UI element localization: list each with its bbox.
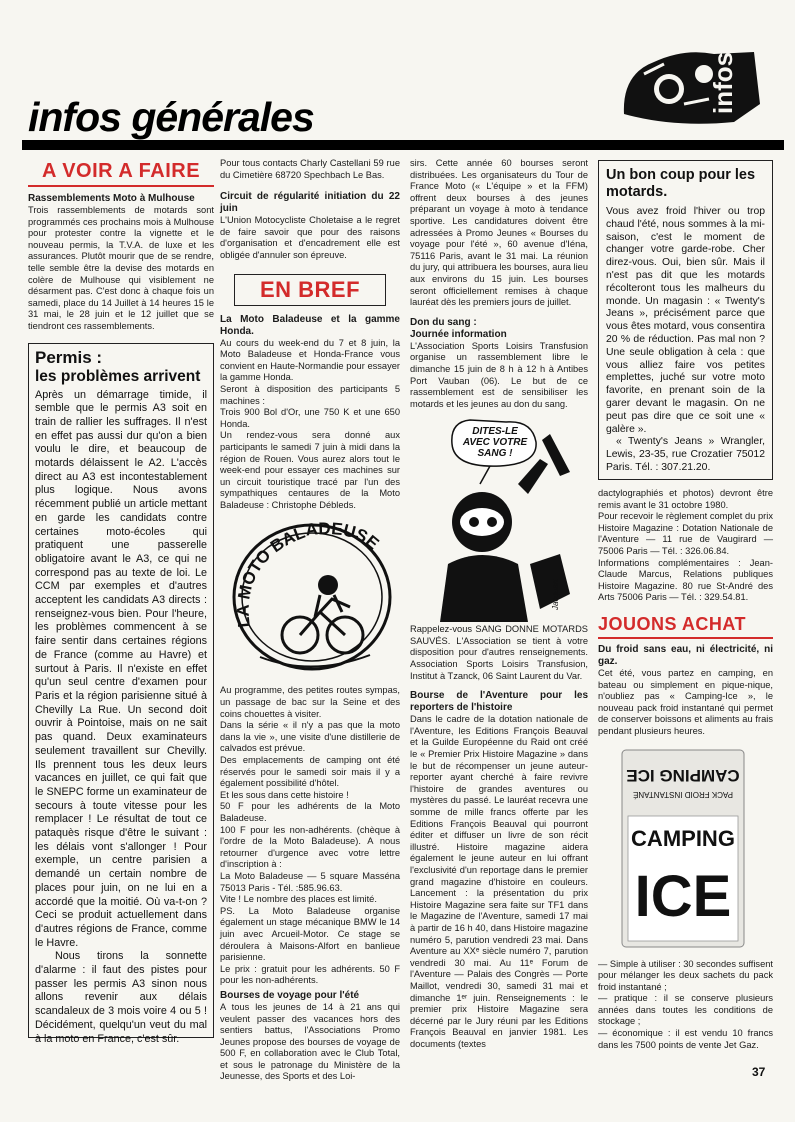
- permis-box: [28, 343, 214, 1045]
- contact-text: Pour tous contacts Charly Castellani 59 rue du Cimetière 68720 Spechbach Le Bas.: [220, 158, 400, 180]
- voyage-title: Bourses de voyage pour l'été: [220, 989, 360, 1001]
- histoire-continued-b: Pour recevoir le règlement complet du prix Histoire Magazine : Dotation Nationale de l'Aventure — 11 rue de Vaugirard — 75006 Paris — Tél. : 326.06.84.: [598, 511, 773, 556]
- don-du-sang-illustration: [410, 414, 588, 622]
- circuit-title: Circuit de régularité initiation du 22 juin: [220, 191, 400, 215]
- balade-body-b: Seront à disposition des participants 5 machines :: [220, 383, 400, 406]
- prog-e: 50 F pour les adhérents de la Moto Baladeuse.: [220, 801, 400, 823]
- balade-body-c: Trois 900 Bol d'Or, une 750 K et une 650 Honda.: [220, 407, 400, 429]
- permis-box-title: Permis :: [35, 347, 103, 367]
- voyage-body: A tous les jeunes de 14 à 21 ans qui veulent passer des vacances hors des sentiers battus, l'Associations Promo Jeunes propose des bourses de voyage de 500 F, en collaboration avec le Club Total, et sous le patronage du Ministère de la Jeunesse, des Sports et des Loi-: [220, 1001, 400, 1082]
- page-number: 37: [752, 1065, 766, 1079]
- twentys-box-title: Un bon coup pour les motards.: [606, 167, 756, 200]
- sang-after: Rappelez-vous SANG DONNE MOTARDS SAUVÉS. L'Association se tient à votre disposition pour d'autres renseignements. Association Sports Loisirs Transfusion, Institut à Tzanck, 06 Saint Laurent du Var.: [410, 624, 588, 681]
- twentys-jeans-box: [598, 160, 773, 480]
- page-title: infos générales: [28, 94, 314, 140]
- pack-word-1: CAMPING: [631, 825, 735, 851]
- permis-box-subtitle: les problèmes arrivent: [35, 367, 201, 385]
- histoire-continued: dactylographiés et photos) devront être remis avant le 31 octobre 1980.: [598, 488, 773, 510]
- prog-body: Au programme, des petites routes sympas, un passage de bac sur la Seine et des coins chouettes à visiter.: [220, 685, 400, 719]
- twentys-box-body: Vous avez froid l'hiver ou trop chaud l'été, nous sommes à la mi-saison, c'est le moment de changer votre garde-robe. Cher direz-vous. Oui, bien sûr. Mais il n'est pas dit que les motards récolteront tous les malheurs du monde. Un magasin : « Twenty's Jeans », précisément parce que vous êtes motard, vous consentira 20 % de réduction. Pas mal non ? Une seule obligation à cela : que vous alliez faire vos petites emplettes, juché sur votre moto favorite, en prenant soin de la garer devant le magasin. On ne peut pas dire que ce soit une « galère ».: [606, 206, 765, 435]
- infos-badge-illustration: [614, 44, 764, 128]
- column-2: [220, 158, 400, 1083]
- illus-signature: Jacquart: [551, 579, 560, 611]
- bubble-text: DITES-LE AVEC VOTRE SANG !: [462, 426, 528, 460]
- article-body-mulhouse: Trois rassemblements de motards sont programmés ces prochains mois à Mulhouse pour protester contre la vignette et le nouveau permis, la T.V.A. de luxe et les assurances. Plutôt mourir que de se rendre, telle semble être la devise des motards en colère de Mulhouse qui visiblement ne désarment pas. C'est donc à chaque fois un samedi, place du 14 Juillet à 14 heures 15 le 31 mai, le 28 juin et le 12 juillet que se tiendront ces rassemblements.: [28, 205, 214, 331]
- achat-bullet-1: — Simple à utiliser : 30 secondes suffisent pour mélanger les deux sachets du pack froid instantané ;: [598, 958, 774, 992]
- column-3: [410, 158, 588, 1050]
- achat-bullet-2: — pratique : il se conserve plusieurs années dans toutes les conditions de stockage ;: [598, 993, 773, 1027]
- prog-h: Vite ! Le nombre des places est limité.: [220, 894, 377, 905]
- histoire-body: Dans le cadre de la dotation nationale de l'Aventure, les Editions François Beauval et la Guilde Européenne du Raid ont créé le « Premier Prix Histoire Magazine » dans le but de récompenser un jeune auteur-reporter ayant cherché à faire revivre l'histoire de grandes aventures ou mystères du passé. Le lauréat recevra une somme de mille francs offerte par les Editions François Beauval qui pourront éditer et diffuser un livre de son récit illustré. Histoire magazine aidera également le jeune auteur en lui offrant l'exclusivité d'un reportage dans le premier grand magazine d'histoire en couleurs. Lancement : la présentation du prix Histoire Magazine sera faite sur TF1 dans le Magazine de l'Aventure, samedi 17 mai à partir de 16 h 40, dans Histoire magazine numéro 5, parution vendredi 23 mai. Dans Aventure au XXᵉ siècle numéro 7, parution vendredi 30 mai. Au 11ᵉ Forum de l'Aventure — Palais des Congrès — Porte Maillot, vendredi 30, samedi 31 mai et dimanche 1ᵉʳ juin. Renseignements : le premier prix Histoire Magazine sera décerné par le Jury réuni par les Editions François Beauval en janvier 1981. Les documents (textes: [410, 714, 588, 1049]
- prog-i: PS. La Moto Baladeuse organise également un stage mécanique BMW le 14 juin avec Arcueil-Motor. Ce stage se déroulera à Maisons-Alfort en banlieue parisienne.: [220, 905, 400, 963]
- jouons-achat-heading: JOUONS ACHAT: [598, 613, 747, 634]
- article-title-mulhouse: Rassemblements Moto à Mulhouse: [28, 193, 195, 204]
- achat-title: Du froid sans eau, ni électricité, ni gaz.: [598, 643, 773, 667]
- balade-body-d: Un rendez-vous sera donné aux participants le samedi 7 juin à midi dans la région de Rouen. Vous aurez alors tout le week-end pour essayer ces machines sur un circuit touristique tracé par l'un des sympathiques centaures de la Moto Baladeuse : Christophe Débleds.: [220, 430, 400, 510]
- prog-f: 100 F pour les non-adhérents. (chèque à l'ordre de la Moto Baladeuse). A nous retourner d'urgence avec votre lettre d'inscription à :: [220, 824, 400, 870]
- histoire-continued-c: Informations complémentaires : Jean-Claude Marcus, Relations publiques Histoire Magazine. 80 rue St-André des Arts 75006 Paris — Tél. : 329.54.81.: [598, 557, 773, 603]
- en-bref-box: [234, 274, 386, 306]
- achat-body: Cet été, vous partez en camping, en bateau ou simplement en pique-nique, n'oubliez pas « Camping-Ice », le nouveau pack froid instantané qui permet de conserver boissons et aliments au frais pendant plusieurs heures.: [598, 667, 773, 736]
- balade-title: La Moto Baladeuse et la gamme Honda.: [220, 313, 400, 337]
- pack-word-2: ICE: [634, 863, 732, 929]
- sang-title-1: Don du sang :: [410, 316, 477, 328]
- histoire-title: Bourse de l'Aventure pour les reporters de l'histoire: [410, 690, 588, 714]
- prog-b: Dans la série « il n'y a pas que la moto dans la vie », une visite d'une distillerie de calvados est prévue.: [220, 720, 400, 754]
- sang-body: L'Association Sports Loisirs Transfusion organise un rassemblement libre le dimanche 15 juin de 8 h à 12 h à Antibes Port Vauban (06). Le but de ce rassemblement est de sensibiliser les motards et les jeunes au don du sang.: [410, 340, 588, 409]
- illus-arc-text: LA MOTO BALADEUSE: [233, 519, 383, 629]
- sang-title-2: Journée information: [410, 328, 507, 340]
- prog-j: Le prix : gratuit pour les adhérents. 50 F pour les non-adhérents.: [220, 963, 400, 986]
- moto-baladeuse-illustration: [220, 517, 400, 677]
- camping-ice-pack-illustration: [618, 746, 748, 951]
- permis-box-body-2: Nous tirons la sonnette d'alarme : il faut des pistes pour passer les permis A3 sinon nous allons revenir aux délais scandaleux de 3 mois voire 4 ou 5 ! Décidément, quelqu'un veut du mal à la moto en France, c'est sûr.: [35, 950, 207, 1045]
- red-rule-2: [598, 637, 773, 639]
- red-rule: [28, 185, 214, 187]
- circuit-body: L'Union Motocycliste Choletaise a le regret de faire savoir que pour des raisons d'organisation et d'encadrement elle est obligée d'annuler son épreuve.: [220, 215, 400, 260]
- prog-c: Des emplacements de camping ont été réservés pour le samedi soir mais il y a également possibilité d'hôtel.: [220, 755, 400, 789]
- column-1: [28, 160, 214, 1045]
- title-rule: [22, 140, 784, 150]
- prog-d: Et les sous dans cette histoire !: [220, 789, 349, 800]
- permis-box-body: Après un démarrage timide, il semble que le permis A3 soit en train de rallier les suffrages. Il n'est en effet pas aussi dur qu'on a bien voulu le dire, et beaucoup de motards délaissent le A2. L'accès direct au A3 est incontestablement plus logique. Nous avons récemment publié un article mettant en garde les candidats contre certaines moto-écoles qui pratiquent une passerelle obligatoire avant le A3, ce qui ne correspond pas au texte de loi. Le CCM par exemples et d'autres acceptent les candidats A3 directs : renseignez-vous bien. Pour l'heure, les problèmes commencent à se faire sentir dans certaines régions de France (comme au Havre) et surtout à Paris. Il n'existe en effet qu'un seul centre d'examen pour Paris et la région parisienne situé à Chevilly La Rue. Un second doit ouvrir à Pointoise, mais on ne sait pas quand. Deux examinateurs seulement travaillent sur Chevilly. Ils prennent tous les deux leurs vacances en juillet, ce qui fait que le SNEPC forme un examinateur de secours à toute vitesse pour les remplacer ! Le résultat de tout ce pataquès risque d'être le suivant : les délais vont s'allonger ! Pour exemple, un centre parisien a demandé un certain nombre de places pour juin, on ne lui en a accordé que la moitié. Où va-t-on ? Ceci se produit actuellement dans d'autres régions de France, comme le Havre.: [35, 388, 207, 949]
- en-bref-heading: EN BREF: [259, 276, 361, 302]
- achat-bullet-3: — économique : il est vendu 10 francs dans les 7500 points de vente Jet Gaz.: [598, 1028, 773, 1050]
- section-heading-a-voir: A VOIR A FAIRE: [41, 160, 201, 182]
- pack-top-text: CAMPING ICE: [626, 765, 740, 785]
- badge-text: infos: [708, 51, 738, 114]
- svg-text:LA MOTO BALADEUSE: [234, 519, 383, 628]
- balade-body: Au cours du week-end du 7 et 8 juin, la Moto Baladeuse et Honda-France vous convient en Haute-Normandie pour essayer la gamme Honda.: [220, 337, 400, 383]
- column-4: [598, 160, 773, 1051]
- voyage-continued: sirs. Cette année 60 bourses seront distribuées. Les organisateurs du Tour de France Moto (« L'équipe » et la FFM) offrent deux bourses à des jeunes préparant un voyage à moto à tendance sportive. Les candidatures doivent être adressées à Promo Jeunes « Bourses du voyage pour l'été », 60 avenue d'Iéna, 75116 Paris, avant le 31 mai. La réunion du jury, qui attribuera les bourses, aura lieu aux environs du 15 juin. Les bourses seront officiellement remises à chaque lauréat dès les premiers jours de juillet.: [410, 158, 588, 308]
- pack-sub-text: PACK FROID INSTANTANÉ: [632, 789, 734, 799]
- twentys-box-address: « Twenty's Jeans » Wrangler, Lewis, 23-35, rue Crozatier 75012 Paris. Tél. : 307.21.20.: [606, 436, 765, 473]
- prog-g: La Moto Baladeuse — 5 square Masséna 75013 Paris - Tél. :585.96.63.: [220, 870, 400, 893]
